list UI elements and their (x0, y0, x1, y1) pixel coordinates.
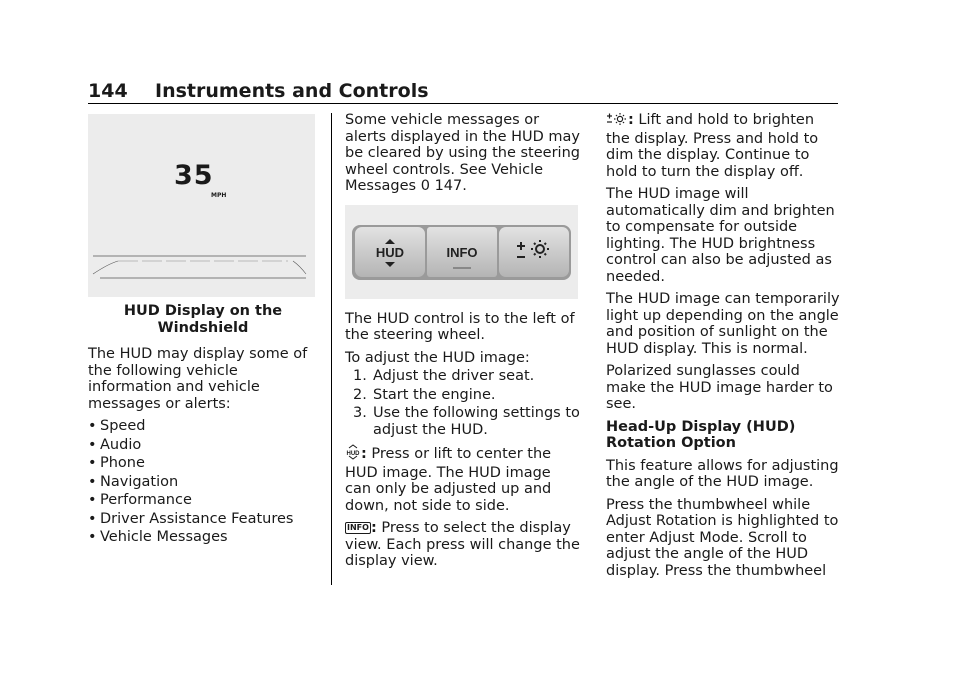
brightness-icon (606, 112, 628, 131)
list-item: • Navigation (88, 473, 179, 490)
column-2 (345, 112, 580, 576)
rotation-feature-text: This feature allows for adjusting the angle of the HUD image. (606, 457, 839, 490)
auto-brightness-text: The HUD image will automatically dim and brighten to compensate for outside lighting. The HUD brightness control can also be adjusted as needed. (606, 186, 835, 285)
svg-text:HUD: HUD (346, 451, 360, 457)
column-divider (331, 113, 332, 585)
figure-caption: HUD Display on the Windshield (123, 303, 283, 336)
hud-control-buttons (345, 205, 578, 299)
bullet-glyph: • (88, 492, 97, 508)
list-item: • Phone (88, 455, 145, 471)
brightness-description: : Lift and hold to brighten the display. Press and hold to dim the display. Continue to hold to turn the display off. (606, 112, 819, 180)
sunlight-text: The HUD image can temporarily light up depending on the angle and position of sunlight on the HUD display. This is normal. (606, 291, 840, 357)
hud-control-location: The HUD control is to the left of the steering wheel. (345, 310, 575, 343)
column-3 (606, 112, 842, 585)
list-item: • Driver Assistance Features (88, 510, 294, 527)
section-title: Instruments and Controls (155, 80, 429, 102)
hud-info-list (88, 418, 318, 546)
hud-speed-value: 35 (174, 160, 214, 191)
list-item: 1. Adjust the driver seat. (353, 368, 535, 384)
info-button-label: INFO (446, 244, 478, 260)
header-rule (88, 103, 838, 104)
sunglasses-text: Polarized sunglasses could make the HUD image harder to see. (606, 363, 833, 412)
hud-intro-text: The HUD may display some of the following vehicle information and vehicle messages or alerts: (88, 346, 308, 412)
list-item: • Vehicle Messages (88, 529, 228, 545)
column-1 (88, 114, 318, 548)
list-item: • Audio (88, 436, 142, 453)
bullet-glyph: • (88, 529, 97, 545)
list-item: 3. Use the following settings to adjust the HUD. (353, 405, 580, 438)
bullet-glyph: • (88, 436, 97, 453)
list-item: • Speed (88, 418, 146, 434)
rotation-option-heading: Head-Up Display (HUD) Rotation Option (606, 418, 796, 451)
page-number: 144 (88, 80, 128, 102)
bullet-glyph: • (88, 455, 97, 471)
windshield-outline (88, 244, 315, 284)
page-ref-link[interactable]: 147. (434, 178, 467, 194)
hud-speed-unit: MPH (211, 192, 227, 199)
hud-button-label: HUD (375, 244, 405, 260)
list-item: 2. Start the engine. (353, 386, 496, 403)
hud-icon (345, 444, 361, 465)
bullet-glyph: • (88, 510, 97, 527)
thumbwheel-text: Press the thumbwheel while Adjust Rotation is highlighted to enter Adjust Mode. Scroll to adjust the angle of the HUD display. Press the thumbwheel (606, 496, 839, 579)
page-ref-icon: 0 (420, 178, 430, 194)
hud-controls-figure (345, 205, 578, 299)
list-item: • Performance (88, 492, 192, 508)
brightness-button (499, 227, 569, 277)
info-button-description: INFO : Press to select the display view. Each press will change the display view. (345, 520, 580, 569)
adjust-steps (345, 368, 580, 438)
hud-button-description: HUD : Press or lift to center the HUD image. The HUD image can only be adjusted up and down, not side to side. (345, 446, 552, 514)
adjust-intro: To adjust the HUD image: (345, 349, 530, 366)
info-icon: INFO (347, 523, 369, 532)
bullet-glyph: • (88, 473, 97, 490)
bullet-glyph: • (88, 418, 97, 434)
hud-windshield-figure (88, 114, 315, 297)
vehicle-messages-text: Some vehicle messages or alerts displayed in the HUD may be cleared by using the steering wheel controls. See Vehicle Messages 0 147. (345, 112, 580, 194)
